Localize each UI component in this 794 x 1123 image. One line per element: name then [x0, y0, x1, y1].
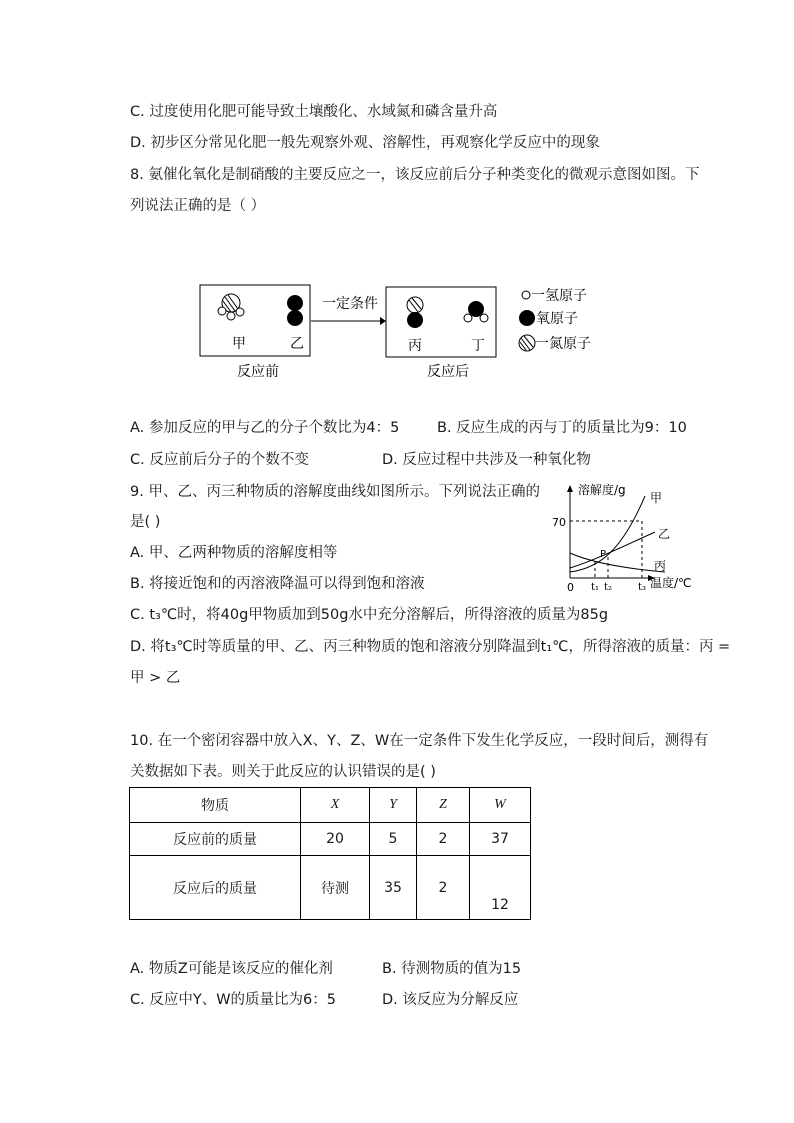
q9-option-d-continued: 甲 > 乙	[130, 670, 181, 686]
y-tick-70: 70	[552, 516, 566, 529]
q9-solubility-chart	[550, 480, 700, 598]
row2-w: 12	[470, 856, 531, 920]
table-row	[130, 856, 531, 920]
label-ding: 丁	[471, 338, 485, 354]
q9-option-d: D. 将t₃℃时等质量的甲、乙、丙三种物质的饱和溶液分别降温到t₁℃，所得溶液的质量：丙 =	[130, 639, 731, 655]
header-y: Y	[370, 788, 417, 823]
curve-bing-label: 丙	[654, 559, 667, 573]
q7-option-d: D. 初步区分常见化肥一般先观察外观、溶解性，再观察化学反应中的现象	[130, 135, 600, 151]
q10-option-b: B. 待测物质的值为15	[382, 961, 522, 977]
x-axis-label: 温度/℃	[650, 576, 692, 590]
label-yi: 乙	[290, 336, 304, 352]
water-molecule-icon	[464, 301, 488, 322]
label-before: 反应前	[237, 364, 279, 380]
q9-stem-line2: 是( )	[130, 514, 161, 530]
q8-option-b: B. 反应生成的丙与丁的质量比为9：10	[437, 420, 687, 436]
q10-option-a: A. 物质Z可能是该反应的催化剂	[130, 961, 333, 977]
row2-x: 待测	[301, 856, 370, 920]
label-bing: 丙	[408, 338, 422, 354]
oxygen-atom-icon	[519, 310, 535, 326]
q8-stem-line1: 8. 氨催化氧化是制硝酸的主要反应之一，该反应前后分子种类变化的微观示意图如图。下	[130, 167, 700, 183]
t2-label: t₂	[604, 582, 613, 593]
header-w: W	[470, 788, 531, 823]
row2-label: 反应后的质量	[130, 856, 301, 920]
q8-option-a: A. 参加反应的甲与乙的分子个数比为4：5	[130, 420, 400, 436]
legend-oxygen: 氧原子	[536, 311, 578, 327]
header-substance: 物质	[130, 788, 301, 823]
row2-z: 2	[417, 856, 470, 920]
q9-option-a: A. 甲、乙两种物质的溶解度相等	[130, 545, 338, 561]
row1-w: 37	[470, 823, 531, 856]
q8-option-d: D. 反应过程中共涉及一种氧化物	[382, 452, 591, 468]
header-x: X	[301, 788, 370, 823]
legend-hydrogen: 一氢原子	[531, 288, 587, 304]
row1-z: 2	[417, 823, 470, 856]
label-jia: 甲	[232, 336, 246, 352]
row1-y: 5	[370, 823, 417, 856]
nitrogen-atom-icon	[519, 335, 535, 351]
curve-jia-label: 甲	[650, 491, 663, 505]
q10-option-d: D. 该反应为分解反应	[382, 992, 519, 1008]
curve-jia	[570, 496, 645, 572]
point-p-label: P	[600, 549, 607, 560]
hydrogen-atom-icon	[522, 291, 530, 299]
q8-reaction-diagram	[190, 278, 610, 388]
header-z: Z	[417, 788, 470, 823]
t1-label: t₁	[591, 582, 600, 593]
q7-option-c: C. 过度使用化肥可能导致土壤酸化、水域氮和磷含量升高	[130, 104, 498, 120]
q10-stem-line1: 10. 在一个密闭容器中放入X、Y、Z、W在一定条件下发生化学反应，一段时间后，测得有	[130, 733, 709, 749]
q9-option-b: B. 将接近饱和的丙溶液降温可以得到饱和溶液	[130, 576, 425, 592]
oxygen-molecule-icon	[287, 295, 303, 326]
q10-data-table	[129, 787, 531, 920]
q10-stem-line2: 关数据如下表。则关于此反应的认识错误的是( )	[130, 764, 436, 780]
origin-label: 0	[567, 581, 574, 594]
label-after: 反应后	[427, 364, 469, 380]
table-row	[130, 823, 531, 856]
row2-y: 35	[370, 856, 417, 920]
t3-label: t₃	[638, 582, 647, 593]
legend-nitrogen: 一氮原子	[535, 336, 591, 352]
curve-yi-label: 乙	[658, 527, 671, 541]
table-header-row	[130, 788, 531, 823]
y-axis-label: 溶解度/g	[578, 483, 626, 497]
nitric-oxide-molecule-icon	[407, 297, 423, 328]
reaction-condition: 一定条件	[322, 296, 378, 312]
row1-label: 反应前的质量	[130, 823, 301, 856]
q9-stem-line1: 9. 甲、乙、丙三种物质的溶解度曲线如图所示。下列说法正确的	[130, 484, 540, 500]
row1-x: 20	[301, 823, 370, 856]
q8-option-c: C. 反应前后分子的个数不变	[130, 452, 309, 468]
q9-option-c: C. t₃℃时，将40g甲物质加到50g水中充分溶解后，所得溶液的质量为85g	[130, 607, 609, 623]
q8-stem-line2: 列说法正确的是（ ）	[130, 198, 266, 214]
ammonia-molecule-icon	[218, 294, 244, 320]
q10-option-c: C. 反应中Y、W的质量比为6：5	[130, 992, 336, 1008]
